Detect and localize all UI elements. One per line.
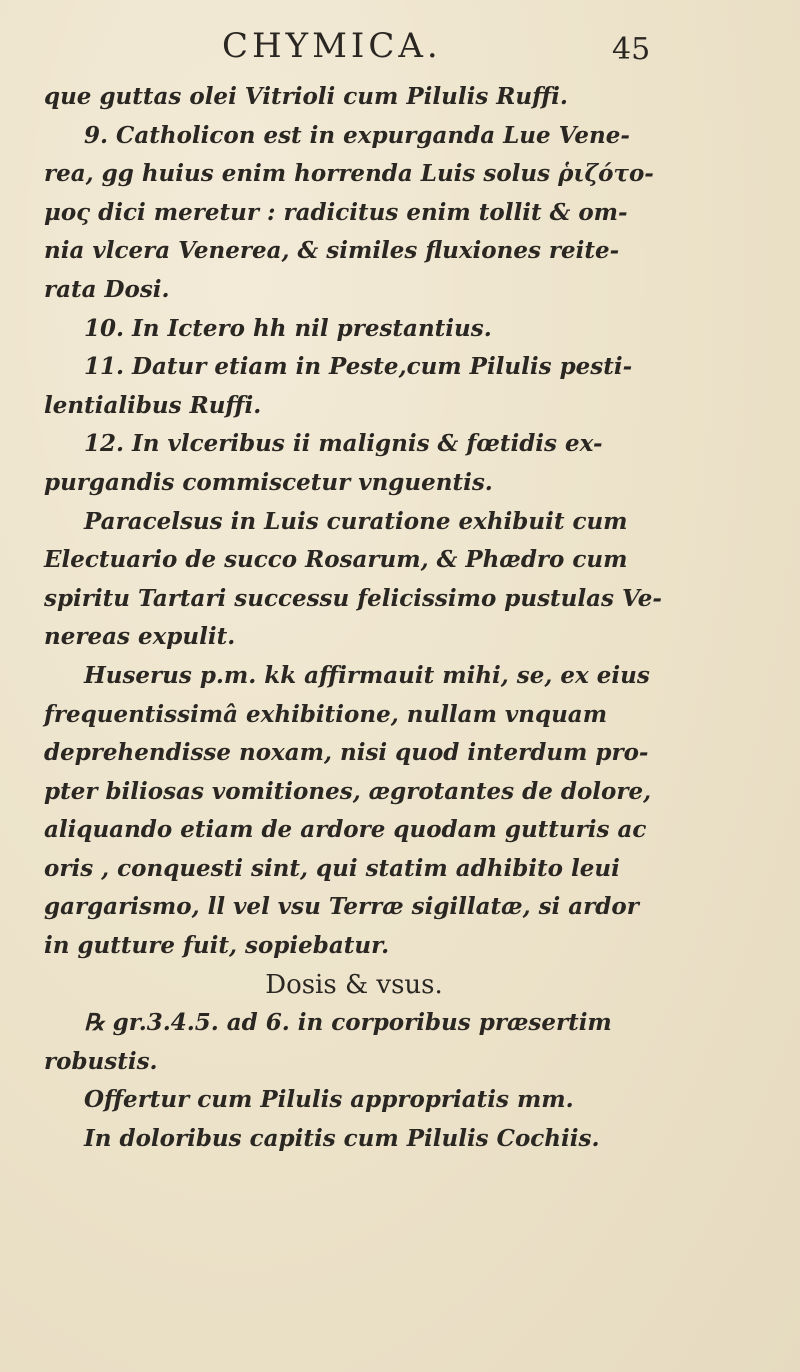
text-line: rea, gg huius enim horrenda Luis solus ῥιζότο- <box>44 160 654 188</box>
text-line: ℞ gr.3.4.5. ad 6. in corporibus præsertim <box>84 1009 612 1037</box>
text-line: aliquando etiam de ardore quodam gutturis ac <box>44 816 647 844</box>
text-line: 12. In vlceribus ii malignis & fœtidis ex- <box>84 430 603 458</box>
text-line: nia vlcera Venerea, & similes fluxiones reite- <box>44 237 620 265</box>
text-line: 10. In Ictero hh nil prestantius. <box>84 314 492 342</box>
text-line: gargarismo, ll vel vsu Terræ sigillatæ, si ardor <box>44 893 639 921</box>
text-line: robustis. <box>44 1047 158 1075</box>
body-text <box>44 78 664 1159</box>
text-line: μος dici meretur : radicitus enim tollit & om- <box>44 198 628 226</box>
running-head <box>0 22 800 72</box>
text-line: In doloribus capitis cum Pilulis Cochiis. <box>84 1125 600 1153</box>
text-line: oris , conquesti sint, qui statim adhibito leui <box>44 854 620 882</box>
text-line: Electuario de succo Rosarum, & Phædro cum <box>44 546 628 574</box>
text-line: deprehendisse noxam, nisi quod interdum pro- <box>44 739 649 767</box>
text-line: pter biliosas vomitiones, ægrotantes de dolore, <box>44 777 652 805</box>
text-line: que guttas olei Vitrioli cum Pilulis Ruffi. <box>44 83 568 110</box>
text-line: purgandis commiscetur vnguentis. <box>44 468 493 496</box>
text-line: frequentissimâ exhibitione, nullam vnquam <box>44 700 608 728</box>
text-line: spiritu Tartari successu felicissimo pustulas Ve- <box>44 584 662 612</box>
text-line: Huserus p.m. kk affirmauit mihi, se, ex eius <box>84 661 650 689</box>
text-line: Paracelsus in Luis curatione exhibuit cum <box>84 507 628 535</box>
text-line: 11. Datur etiam in Peste,cum Pilulis pesti- <box>84 353 633 381</box>
text-line: in gutture fuit, sopiebatur. <box>44 932 390 960</box>
page-number: 45 <box>612 32 651 67</box>
text-line: Offertur cum Pilulis appropriatis mm. <box>84 1086 574 1114</box>
text-line: rata Dosi. <box>44 275 170 303</box>
running-title: CHYMICA. <box>222 26 442 66</box>
text-line: lentialibus Ruffi. <box>44 391 262 419</box>
section-heading: Dosis & vsus. <box>265 969 443 1000</box>
text-line: nereas expulit. <box>44 623 236 651</box>
text-line: 9. Catholicon est in expurganda Lue Vene- <box>84 121 630 149</box>
